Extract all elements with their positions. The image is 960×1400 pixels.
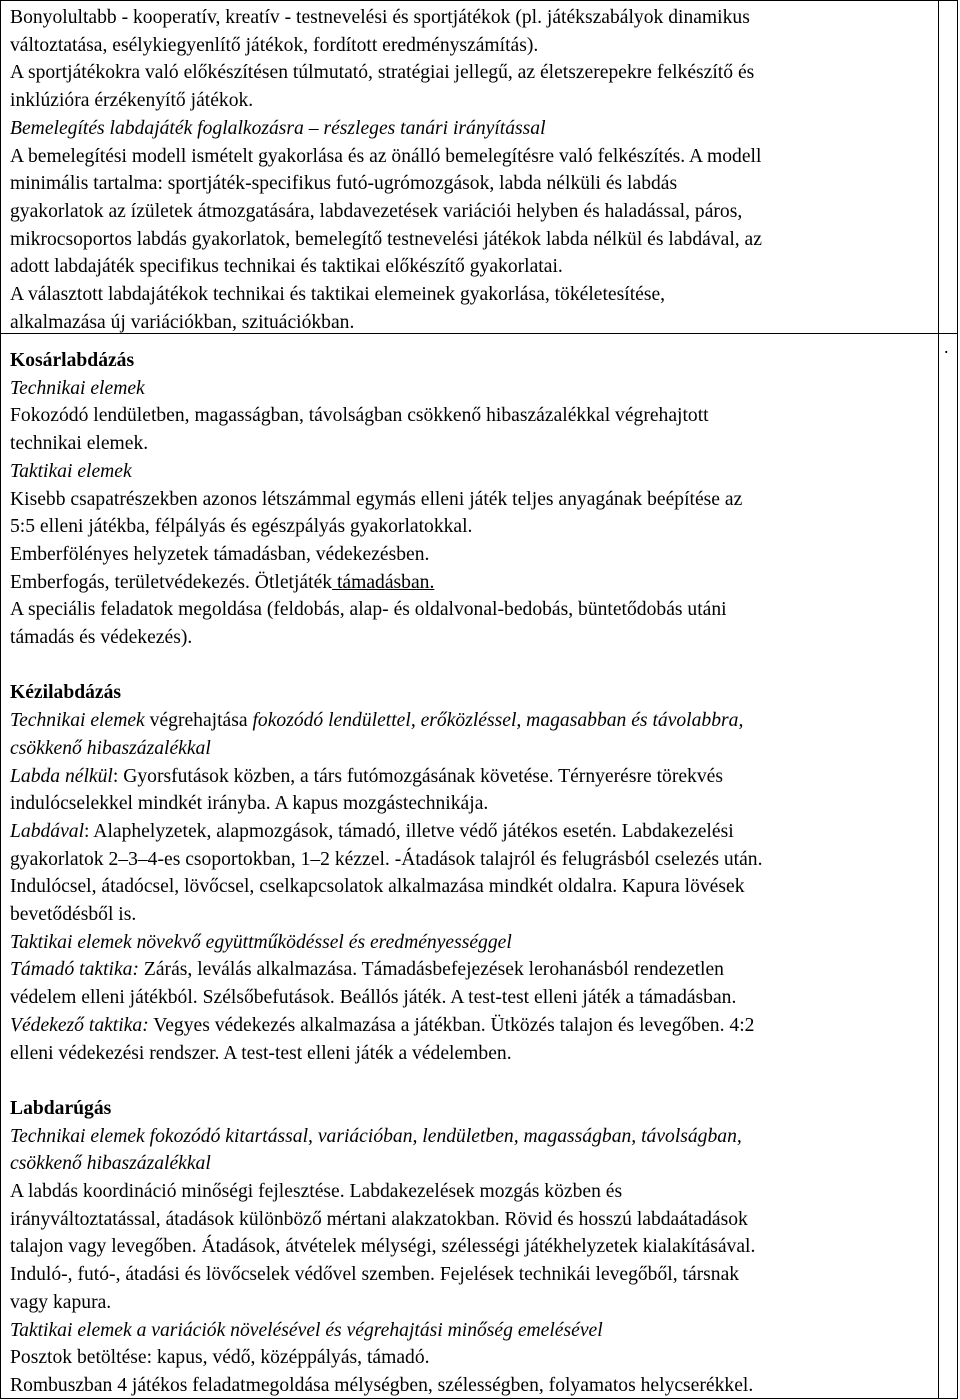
text-line: A bemelegítési modell ismételt gyakorlása és az önálló bemelegítésre való felkészítés. A modell	[10, 145, 762, 167]
text-line: változtatása, esélykiegyenlítő játékok, fordított eredményszámítás).	[10, 34, 539, 56]
italic-span: Védekező taktika:	[10, 1014, 149, 1036]
text-line: minimális tartalma: sportjáték-specifikus futó-ugrómozgások, labda nélküli és labdás	[10, 173, 678, 195]
text-line: irányváltoztatással, átadások különböző mértani alakzatokban. Rövid és hosszú labdaátadások	[10, 1208, 748, 1230]
section-title-kosarlabda: Kosárlabdázás	[10, 350, 135, 371]
subheading: Taktikai elemek a variációk növelésével és végrehajtási minőség emelésével	[10, 1319, 603, 1341]
text-line: A sportjátékokra való előkészítésen túlmutató, stratégiai jellegű, az életszerepekre felkészítő és	[10, 62, 755, 84]
italic-span: Labda nélkül	[10, 765, 113, 787]
text-line: 5:5 elleni játékba, félpályás és egészpályás gyakorlatokkal.	[10, 516, 473, 538]
section-title-labdarugas: Labdarúgás	[10, 1097, 112, 1119]
text-line: Kisebb csapatrészekben azonos létszámmal egymás elleni játék teljes anyagának beépítése az	[10, 488, 743, 510]
text-line: alkalmazása új variációkban, szituációkban.	[10, 311, 355, 333]
text-line: Emberfölényes helyzetek támadásban, védekezésben.	[10, 543, 430, 565]
text-line: védelem elleni játékból. Szélsőbefutások. Beállós játék. A test-test elleni játék a támadásban.	[10, 987, 737, 1009]
text-span: : Gyorsfutások közben, a társ futómozgásának követése. Térnyerésre törekvés	[112, 765, 723, 787]
text-span: Emberfogás, területvédekezés. Ötletjáték	[10, 571, 333, 593]
text-line: csökkenő hibaszázalékkal	[10, 737, 211, 759]
text-line: A labdás koordináció minőségi fejlesztése. Labdakezelések mozgás közben és	[10, 1181, 623, 1203]
text-line	[10, 956, 935, 984]
text-line	[10, 818, 935, 846]
italic-span: fokozódó lendülettel, erőközléssel, magasabban és távolabbra,	[252, 710, 744, 732]
italic-span: Labdával	[10, 820, 85, 842]
text-line: csökkenő hibaszázalékkal	[10, 1153, 211, 1175]
warmup-heading: Bemelegítés labdajáték foglalkozásra – részleges tanári irányítással	[10, 117, 546, 139]
text-line: gyakorlatok az ízületek átmozgatására, labdavezetések variációi helyben és haladással, páros,	[10, 200, 743, 222]
italic-span: Technikai elemek	[10, 710, 145, 732]
text-line: gyakorlatok 2–3–4-es csoportokban, 1–2 kézzel. -Átadások talajról és felugrásból cselezés után.	[10, 848, 763, 870]
column-divider	[938, 0, 939, 1399]
subheading: Taktikai elemek	[10, 460, 132, 482]
text-line: indulócselekkel mindkét irányba. A kapus mozgástechnikája.	[10, 793, 489, 815]
text-line: Rombuszban 4 játékos feladatmegoldása mélységben, szélességben, folyamatos helycserékkel.	[10, 1374, 754, 1396]
subheading: Technikai elemek fokozódó kitartással, variációban, lendületben, magasságban, távolságban,	[10, 1125, 742, 1147]
subheading: Technikai elemek	[10, 377, 145, 399]
text-line	[10, 1012, 935, 1040]
text-span: : Alaphelyzetek, alapmozgások, támadó, illetve védő játékos esetén. Labdakezelési	[84, 820, 734, 842]
text-line: Induló-, futó-, átadási és lövőcselek védővel szemben. Fejelések technikái levegőből, társnak	[10, 1264, 740, 1286]
text-line: inklúzióra érzékenyítő játékok.	[10, 90, 254, 112]
text-line: elleni védekezési rendszer. A test-test elleni játék a védelemben.	[10, 1042, 512, 1064]
text-line: Bonyolultabb - kooperatív, kreatív - testnevelési és sportjátékok (pl. játékszabályok dinamikus	[10, 7, 750, 28]
text-line: A speciális feladatok megoldása (feldobás, alap- és oldalvonal-bedobás, büntetődobás utáni	[10, 599, 727, 621]
text-line	[10, 707, 935, 735]
text-line: A választott labdajátékok technikai és taktikai elemeinek gyakorlása, tökéletesítése,	[10, 284, 666, 306]
section-title-kezilabda: Kézilabdázás	[10, 682, 122, 704]
text-line	[10, 763, 935, 791]
text-line: vagy kapura.	[10, 1291, 112, 1313]
text-line: Indulócsel, átadócsel, lövőcsel, cselkapcsolatok alkalmazása mindkét oldalra. Kapura lövések	[10, 876, 745, 898]
underlined-span: támadásban.	[332, 571, 435, 593]
text-span: Vegyes védekezés alkalmazása a játékban. Ütközés talajon és levegőben. 4:2	[148, 1014, 755, 1036]
text-line: adott labdajáték specifikus technikai és taktikai előkészítő gyakorlatai.	[10, 256, 563, 278]
text-line: bevetődésből is.	[10, 904, 137, 926]
text-line: Fokozódó lendületben, magasságban, távolságban csökkenő hibaszázalékkal végrehajtott	[10, 405, 709, 427]
text-line	[10, 569, 935, 597]
row1-cell	[10, 4, 935, 336]
row2-cell	[10, 347, 935, 1400]
side-column-mark: .	[944, 337, 949, 357]
text-line: technikai elemek.	[10, 433, 149, 455]
text-span: Zárás, leválás alkalmazása. Támadásbefejezések lerohanásból rendezetlen	[138, 959, 724, 981]
text-line: Posztok betöltése: kapus, védő, középpályás, támadó.	[10, 1347, 430, 1369]
text-line: mikrocsoportos labdás gyakorlatok, bemelegítő testnevelési játékok labda nélkül és labdával, az	[10, 228, 762, 250]
text-span: végrehajtása	[144, 710, 253, 732]
italic-span: Támadó taktika:	[10, 959, 139, 981]
subheading: Taktikai elemek növekvő együttműködéssel és eredményességgel	[10, 931, 512, 953]
text-line: talajon vagy levegőben. Átadások, átvételek mélységi, szélességi játékhelyzetek kialakításával.	[10, 1236, 756, 1258]
text-line: támadás és védekezés).	[10, 627, 193, 649]
